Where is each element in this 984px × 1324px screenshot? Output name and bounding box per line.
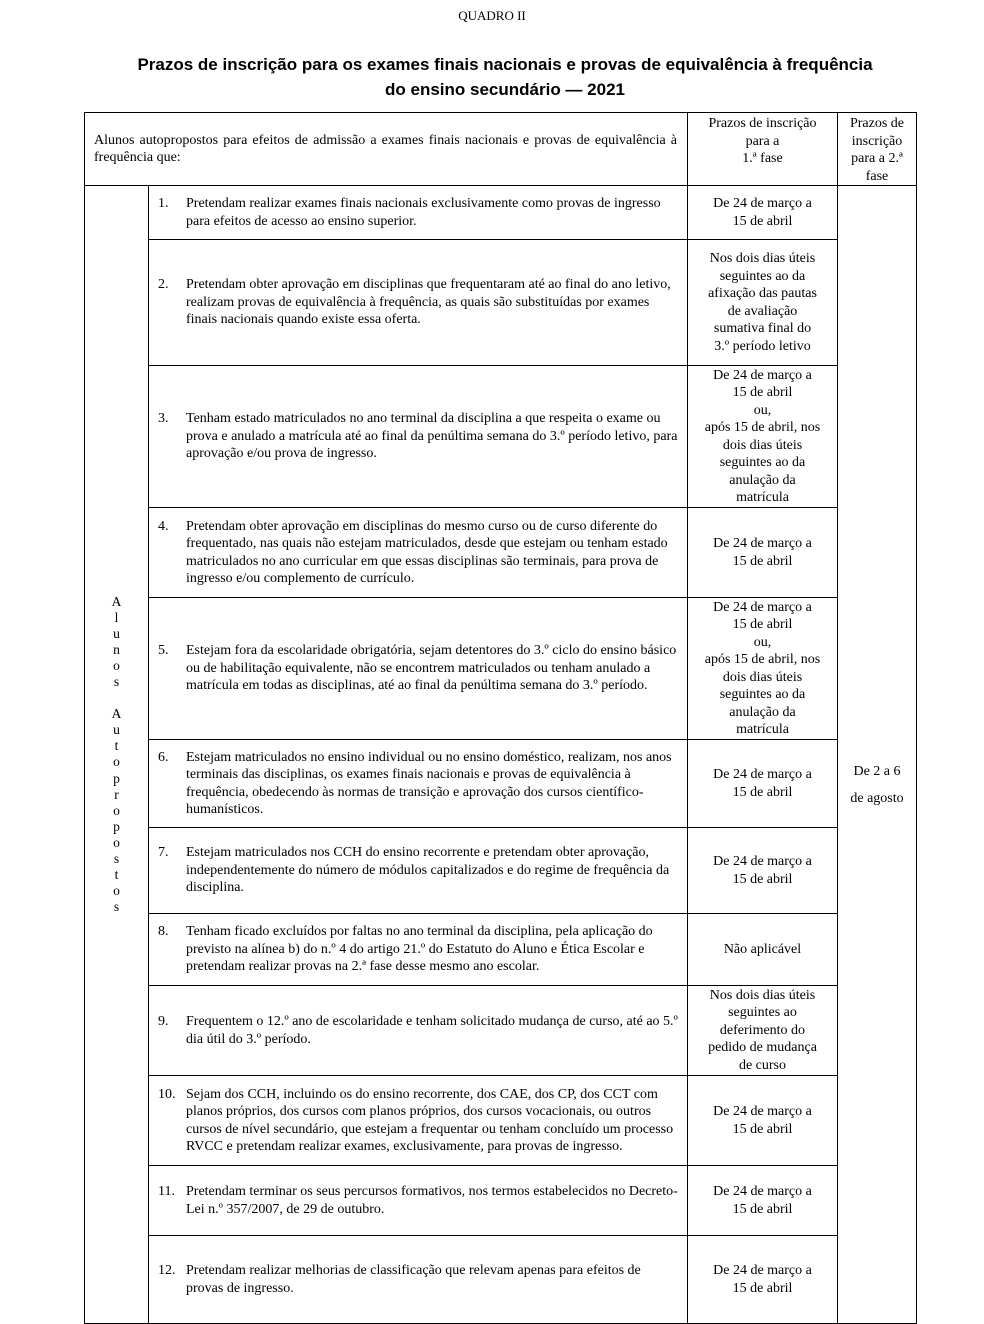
fase1-deadline-line: 15 de abril [732,213,793,229]
side-label-letter: s [113,899,120,915]
table-row [85,240,917,366]
header-fase2-line: para a 2.ª [851,151,903,166]
condition-text: Estejam matriculados no ensino individual ou no ensino doméstico, realizam, nos anos terminais das disciplinas, os exames finais nacionais e provas de equivalência à frequência, obedecendo às normas de transição e aprovação dos cursos científico-humanísticos. [186,749,672,817]
side-label-gap [85,690,148,706]
fase2-deadline-line: De 2 a 6 [853,763,901,779]
fase1-deadline-cell [688,508,838,598]
condition-text: Sejam dos CCH, incluindo os do ensino recorrente, dos CAE, dos CP, dos CCT com planos próprios, dos cursos com planos próprios, dos cursos vocacionais, ou outros cursos de nível secundário, que estejam a frequentar ou tenham concluído um processo RVCC e pretendam realizar exames, exclusivamente, para provas de ingresso. [186,1086,674,1154]
condition-text: Pretendam obter aprovação em disciplinas do mesmo curso ou de curso diferente do frequentado, nas quais não estejam matriculados, desde que estejam ou tenham estado matriculados no ano curricular em que essas disciplinas são terminais, para prova de ingresso e/ou complemento de currículo. [186,518,668,586]
document-title [100,52,910,102]
fase1-deadline-line: De 24 de março a [713,599,812,615]
condition-item [158,749,679,819]
condition-item [158,1086,679,1156]
side-label-letter: s [113,674,120,690]
condition-cell [149,186,688,240]
header-fase2 [838,113,917,186]
condition-cell [149,914,688,986]
condition-number: 1. [158,196,169,211]
header-fase2-line: Prazos de [849,116,905,131]
condition-cell [149,986,688,1076]
fase2-deadline-cell [838,186,917,1324]
fase1-deadline-cell [688,366,838,508]
side-label-letter: o [113,883,120,899]
side-label-letter: o [113,657,120,673]
fase1-deadline-line: anulação da [729,704,796,720]
fase1-deadline-line: 15 de abril [732,871,793,887]
fase1-deadline-line: matrícula [736,722,789,737]
side-label-letter: r [114,786,119,802]
header-fase1-line: 1.ª fase [742,151,783,166]
condition-item [158,923,679,976]
side-label-letter: l [114,609,119,625]
fase1-deadline-line: seguintes ao da [719,455,806,470]
side-label-letter: p [113,770,120,786]
header-fase1 [688,113,838,186]
side-label-letter: n [113,641,120,657]
fase1-deadline-cell [688,186,838,240]
condition-text: Pretendam obter aprovação em disciplinas que frequentaram até ao final do ano letivo, realizam provas de equivalência à frequência, as quais são substituídas por exames finais nacionais quando existe essa oferta. [186,277,671,328]
header-intro: Alunos autopropostos para efeitos de admissão a exames finais nacionais e provas de equivalência à frequência que: [85,113,688,186]
table-row [85,1236,917,1324]
side-label-letter: o [113,802,120,818]
fase1-deadline-line: de curso [738,1057,787,1073]
condition-number: 7. [158,845,169,861]
fase1-deadline-line: 15 de abril [732,1280,793,1296]
fase1-deadline-cell [688,914,838,986]
fase1-deadline-line: sumativa final do [713,321,812,336]
side-label-letter: t [114,867,119,883]
condition-text: Pretendam realizar melhorias de classificação que relevam apenas para efeitos de provas de ingresso. [186,1263,641,1296]
fase1-deadline-line: ou, [753,402,772,418]
fase1-deadline-cell [688,1236,838,1324]
fase1-deadline-line: ou, [753,634,772,650]
condition-item [158,1262,679,1297]
side-label-letter: A [111,593,122,609]
side-label-letter: o [113,754,120,770]
condition-text: Estejam matriculados nos CCH do ensino recorrente e pretendam obter aprovação, independentemente do número de módulos capitalizados e do regime de frequência da disciplina. [186,845,670,896]
condition-number: 11. [158,1184,175,1199]
fase1-deadline-line: 15 de abril [732,617,793,632]
fase1-deadline-line: seguintes ao da [719,687,806,702]
fase1-deadline-line: Nos dois dias úteis [709,987,816,1003]
fase1-deadline-line: 3.º período letivo [714,338,811,354]
title-line-2: do ensino secundário — 2021 [385,80,625,99]
registration-deadlines-table [84,112,917,1324]
fase1-deadline-line: anulação da [729,472,796,488]
fase1-deadline-line: De 24 de março a [713,854,812,869]
condition-number: 3. [158,411,169,427]
fase1-deadline-line: 15 de abril [732,1201,793,1217]
table-row [85,1076,917,1166]
condition-number: 2. [158,277,169,293]
side-label-letter: s [113,851,120,867]
fase1-deadline-line: após 15 de abril, nos [704,420,821,435]
table-row [85,740,917,828]
condition-text: Tenham ficado excluídos por faltas no ano terminal da disciplina, pela aplicação do previsto na alínea b) do n.º 4 do artigo 21.º do Estatuto do Aluno e Ética Escolar e pretendam realizar provas na 2.ª fase desse mesmo ano escolar. [186,924,653,975]
fase1-deadline-line: De 24 de março a [713,1184,812,1199]
condition-cell [149,366,688,508]
table-row [85,914,917,986]
title-line-1: Prazos de inscrição para os exames finais nacionais e provas de equivalência à frequência [137,55,873,74]
fase1-deadline-line: 15 de abril [732,784,793,800]
condition-text: Pretendam realizar exames finais nacionais exclusivamente como provas de ingresso para efeitos de acesso ao ensino superior. [186,196,661,229]
fase1-deadline-cell [688,240,838,366]
fase1-deadline-line: De 24 de março a [713,767,812,782]
condition-number: 6. [158,749,169,765]
condition-number: 4. [158,518,169,534]
table-row [85,986,917,1076]
header-fase1-line: para a [745,133,780,149]
fase1-deadline-line: 15 de abril [732,1121,793,1137]
fase1-deadline-cell [688,828,838,914]
side-label-letter: u [113,625,120,641]
table-row [85,828,917,914]
fase1-deadline-line: Nos dois dias úteis [709,251,816,266]
fase1-deadline-cell [688,598,838,740]
side-label-letter: A [111,706,122,722]
fase1-deadline-cell [688,1166,838,1236]
alunos-autopropostos-label [85,186,149,1324]
condition-cell [149,1076,688,1166]
fase1-deadline-line: de avaliação [727,303,798,319]
condition-number: 12. [158,1263,176,1278]
fase1-deadline-line: após 15 de abril, nos [704,652,821,667]
header-fase1-line: Prazos de inscrição [708,116,817,131]
fase1-deadline-line: deferimento do [719,1022,806,1038]
condition-cell [149,598,688,740]
condition-number: 9. [158,1014,169,1029]
table-row [85,508,917,598]
fase1-deadline-cell [688,740,838,828]
condition-cell [149,740,688,828]
fase1-deadline-line: seguintes ao [728,1005,797,1021]
condition-item [158,195,679,230]
fase1-deadline-line: 15 de abril [732,385,793,400]
table-row [85,598,917,740]
fase1-deadline-line: afixação das pautas [708,286,817,301]
condition-item [158,1183,679,1218]
condition-text: Frequentem o 12.º ano de escolaridade e tenham solicitado mudança de curso, até ao 5.º dia útil do 3.º período. [186,1014,678,1047]
fase1-deadline-cell [688,1076,838,1166]
quadro-label: QUADRO II [458,8,526,23]
table-row [85,366,917,508]
fase1-deadline-line: De 24 de março a [713,1104,812,1119]
table-header-row [85,113,917,186]
condition-cell [149,828,688,914]
fase1-deadline-line: De 24 de março a [713,1263,812,1278]
condition-number: 10. [158,1086,176,1102]
fase1-deadline-line: De 24 de março a [713,367,812,383]
fase2-deadline-line: de agosto [850,790,904,806]
header-fase2-line: inscrição [851,133,903,149]
fase1-deadline-line: 15 de abril [732,553,793,569]
side-label-letter: p [113,818,120,834]
side-label-letter: o [113,834,120,850]
condition-item [158,276,679,329]
condition-text: Tenham estado matriculados no ano terminal da disciplina a que respeita o exame ou prova e anulado a matrícula até ao final da penúltima semana do 3.º período letivo, para aprovação e/ou prova de ingresso. [186,411,678,462]
condition-item [158,410,679,463]
condition-item [158,844,679,897]
fase1-deadline-line: De 24 de março a [713,196,812,211]
condition-number: 5. [158,643,169,659]
condition-item [158,1013,679,1048]
fase1-deadline-line: pedido de mudança [708,1040,817,1056]
fase1-deadline-line: De 24 de março a [713,536,812,551]
condition-cell [149,240,688,366]
fase1-deadline-line: seguintes ao da [719,268,806,284]
condition-cell [149,508,688,598]
condition-text: Estejam fora da escolaridade obrigatória, sejam detentores do 3.º ciclo do ensino básico ou de habilitação equivalente, não se encontrem matriculados ou tenham anulado a matrícula em todas as disciplinas, até ao final da penúltima semana do 3.º período. [186,643,677,694]
condition-item [158,642,679,695]
side-label-letter: t [114,738,119,754]
fase1-deadline-cell [688,986,838,1076]
table-row [85,1166,917,1236]
condition-cell [149,1166,688,1236]
condition-number: 8. [158,924,169,940]
condition-cell [149,1236,688,1324]
condition-item [158,518,679,588]
condition-text: Pretendam terminar os seus percursos formativos, nos termos estabelecidos no Decreto-Lei n.º 357/2007, de 29 de outubro. [186,1184,678,1217]
fase1-deadline-line: Não aplicável [723,941,802,957]
fase1-deadline-line: matrícula [736,490,789,505]
side-label-letter: u [113,722,120,738]
fase1-deadline-line: dois dias úteis [722,669,803,685]
table-row [85,186,917,240]
header-fase2-line: fase [865,168,889,184]
fase1-deadline-line: dois dias úteis [722,437,803,453]
